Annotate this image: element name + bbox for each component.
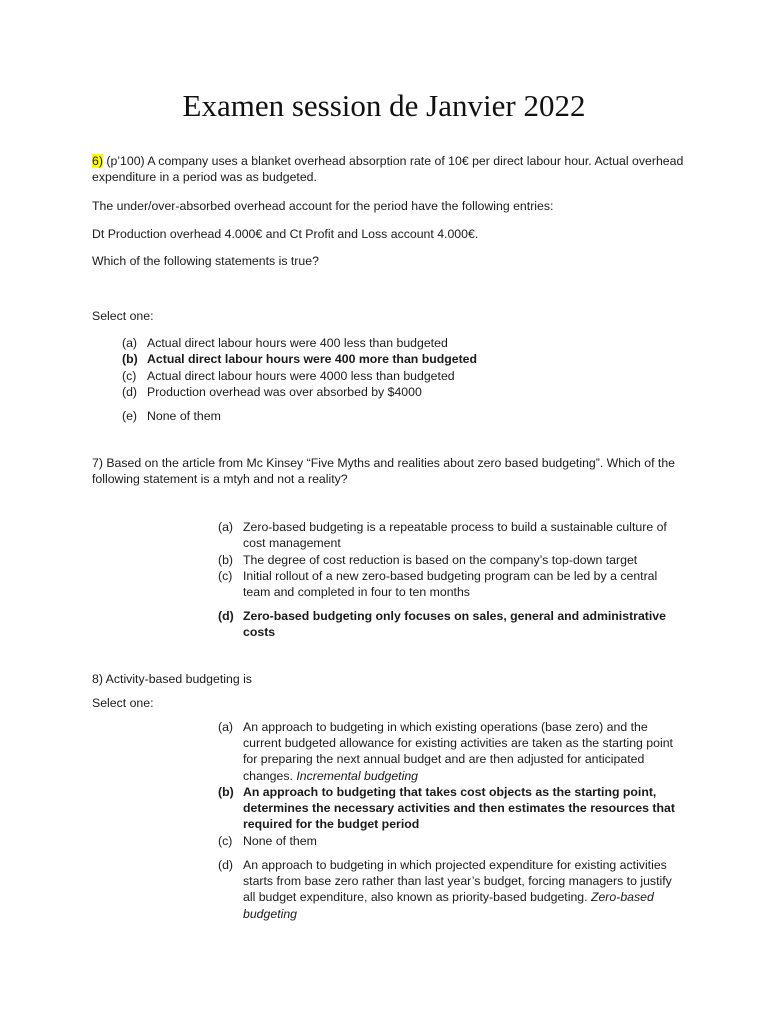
q6-intro bbox=[92, 153, 692, 185]
option-body: An approach to budgeting in which existing operations (base zero) and the current budgeted allowance for existing activities are taken as the starting point for preparing the next annual budget and are then adjusted for anticipated changes. bbox=[243, 720, 673, 783]
q7-intro: 7) Based on the article from Mc Kinsey “Five Myths and realities about zero based budgeting”. Which of the following statement is a mtyh and not a reality? bbox=[92, 456, 676, 487]
option-label: (b) bbox=[122, 352, 138, 366]
q8-option-b bbox=[218, 784, 678, 833]
option-text: None of them bbox=[147, 409, 221, 423]
q6-option-d bbox=[122, 384, 702, 400]
option-label: (b) bbox=[218, 553, 234, 567]
page-title: Examen session de Janvier 2022 bbox=[182, 88, 586, 123]
option-text: The degree of cost reduction is based on the company’s top-down target bbox=[243, 553, 638, 567]
q6-line3: Dt Production overhead 4.000€ and Ct Profit and Loss account 4.000€. bbox=[92, 227, 479, 241]
option-label: (d) bbox=[218, 609, 234, 623]
option-label: (a) bbox=[218, 520, 234, 534]
option-text: An approach to budgeting that takes cost objects as the starting point, determines the necessary activities and then estimates the resources that required for the budget period bbox=[243, 785, 675, 832]
option-label: (d) bbox=[218, 858, 234, 872]
q8-intro: 8) Activity-based budgeting is bbox=[92, 672, 252, 686]
option-body: An approach to budgeting in which projected expenditure for existing activities starts from base zero rather than last year’s budget, forcing managers to justify all budget expenditure, also known as priority-based budgeting. bbox=[243, 858, 672, 905]
option-label: (e) bbox=[122, 409, 138, 423]
option-text bbox=[243, 719, 678, 784]
option-label: (d) bbox=[122, 385, 138, 399]
option-note: Zero-based budgeting bbox=[243, 890, 654, 921]
q8-select-one: Select one: bbox=[92, 696, 154, 710]
q8-option-c bbox=[218, 833, 678, 849]
q6-option-a bbox=[122, 335, 702, 351]
option-text: Actual direct labour hours were 400 more than budgeted bbox=[147, 352, 478, 366]
option-label: (c) bbox=[218, 834, 233, 848]
q6-line4: Which of the following statements is true? bbox=[92, 254, 319, 268]
option-text: Actual direct labour hours were 4000 less than budgeted bbox=[147, 369, 455, 383]
q8-option-d bbox=[218, 857, 678, 922]
option-text: Zero-based budgeting only focuses on sales, general and administrative costs bbox=[243, 609, 666, 640]
q6-option-e bbox=[122, 408, 702, 424]
option-label: (c) bbox=[218, 569, 233, 583]
option-text bbox=[243, 857, 678, 922]
option-text: Actual direct labour hours were 400 less than budgeted bbox=[147, 336, 448, 350]
option-text: Initial rollout of a new zero-based budgeting program can be led by a central team and completed in four to ten months bbox=[243, 569, 658, 600]
option-text: Zero-based budgeting is a repeatable process to build a sustainable culture of cost management bbox=[243, 520, 667, 551]
q6-number-highlight: 6) bbox=[92, 154, 103, 168]
option-text: None of them bbox=[243, 834, 317, 848]
q6-intro-text: (p’100) A company uses a blanket overhead absorption rate of 10€ per direct labour hour. Actual overhead expenditure in a period was as budgeted. bbox=[92, 154, 684, 185]
q6-option-c bbox=[122, 368, 702, 384]
q7-option-a bbox=[218, 519, 678, 551]
option-label: (a) bbox=[218, 720, 234, 734]
q7-option-c bbox=[218, 568, 678, 600]
q6-option-b bbox=[122, 351, 702, 367]
q6-select-one: Select one: bbox=[92, 309, 154, 323]
option-label: (a) bbox=[122, 336, 138, 350]
option-label: (c) bbox=[122, 369, 137, 383]
q7-option-b bbox=[218, 552, 678, 568]
option-note: Incremental budgeting bbox=[296, 768, 419, 783]
q7-option-d bbox=[218, 608, 678, 640]
q6-line2: The under/over-absorbed overhead account for the period have the following entries: bbox=[92, 199, 554, 213]
q8-option-a bbox=[218, 719, 678, 784]
option-text: Production overhead was over absorbed by $4000 bbox=[147, 385, 422, 399]
option-label: (b) bbox=[218, 785, 234, 799]
